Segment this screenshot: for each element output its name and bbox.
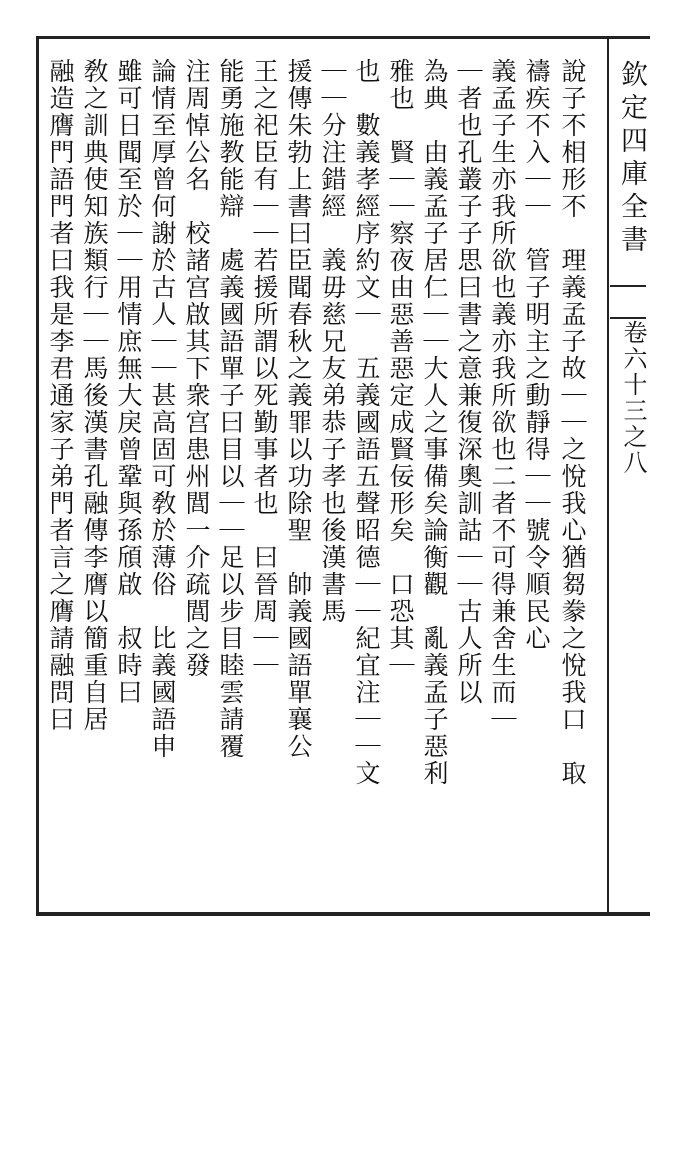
text-column-4: ｜者也孔叢子子思曰書之意兼復深奧訓詁｜｜古人所以 [454,58,483,706]
text-column-15: 敎之訓典使知族類行｜｜馬後漢書孔融傳李膺以簡重自居 [80,58,109,733]
chapter-label: 卷六十三之八 [619,320,647,476]
text-column-7: 也 數義孝經序約文｜ 五義國語五聲昭德｜｜紀宜注｜｜文 [352,58,381,787]
text-column-9: 援傳朱勃上書曰臣聞春秋之義罪以功除聖 帥義國語單襄公 [284,58,313,760]
text-column-16: 融造膺門語門者曰我是李君通家子弟門者言之膺請融問曰 [46,58,75,733]
text-column-1: 說子不相形不 理義孟子故｜｜之悅我心猶芻豢之悅我口 取 [558,58,587,787]
book-title: 欽定四庫全書 [616,60,647,258]
text-column-6: 雅也 賢｜｜察夜由惡善惡定成賢佞形矣 口恐其｜ [386,58,415,679]
text-column-8: ｜｜分注錯經 義毋慈兄友弟恭子孝也後漢書馬 [318,58,347,625]
text-column-11: 能勇施教能辯 處義國語單子曰目以｜｜足以步目睦雲請覆 [216,58,245,760]
text-column-5: 為典 由義孟子居仁｜｜大人之事備矣論衡觀 亂義孟子惡利 [420,58,449,787]
text-column-14: 雖可日聞至於｜｜用情庶無大戾曾鞏與孫頎啟 叔時曰 [114,58,143,706]
text-column-2: 禱疾不入｜｜ 管子明主之動靜得｜｜號令順民心 [522,58,551,652]
fish-tail-mark [610,285,646,319]
text-column-12: 注周悼公名 校諸宫啟其下衆宫患州閭一介疏閭之發 [182,58,211,679]
text-column-13: 論情至厚曾何謝於古人｜｜甚高固可敎於薄俗 比義國語申 [148,58,177,760]
text-column-10: 王之祀臣有｜｜若援所謂以死勤事者也 曰晉周｜｜ [250,58,279,679]
bottom-border [36,912,650,916]
text-column-3: 義孟子生亦我所欲也義亦我所欲也二者不可得兼舍生而｜ [488,58,517,733]
